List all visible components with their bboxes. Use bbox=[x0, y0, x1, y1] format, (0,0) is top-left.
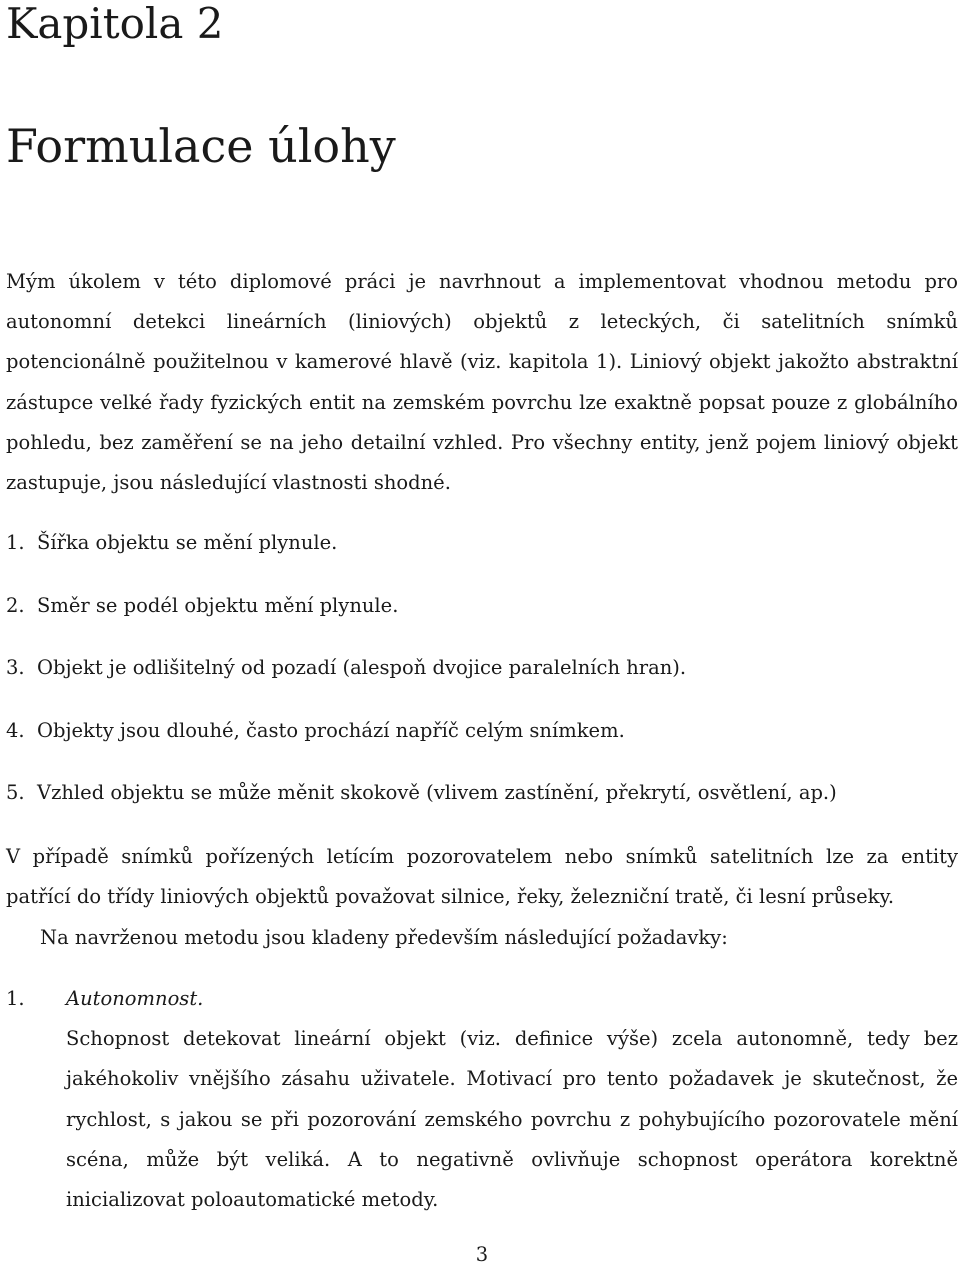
requirement-content bbox=[66, 979, 958, 1220]
requirement-description: Schopnost detekovat lineární objekt (viz. definice výše) zcela autonomně, tedy bez jakéhokoliv vnějšího zásahu uživatele. Motivací pro tento požadavek je skutečnost, že rychlost, s jakou se při pozorování zemského povrchu z pohybujícího pozorovatele mění scéna, může být veliká. A to negativně ovlivňuje schopnost operátora korektně inicializovat poloautomatické metody. bbox=[66, 1027, 958, 1212]
list-item bbox=[6, 711, 958, 751]
list-item bbox=[6, 979, 958, 1220]
list-item bbox=[6, 523, 958, 563]
list-item bbox=[6, 586, 958, 626]
requirement-term: Autonomnost. bbox=[66, 987, 204, 1010]
document-page bbox=[6, 0, 958, 1273]
chapter-label: Kapitola 2 bbox=[6, 0, 224, 48]
list-item-text: Objekty jsou dlouhé, často prochází napříč celým snímkem. bbox=[37, 718, 625, 742]
requirements-intro: Na navrženou metodu jsou kladeny především následující požadavky: bbox=[40, 926, 728, 949]
list-item-number: 5. bbox=[6, 781, 25, 805]
properties-list bbox=[6, 523, 958, 836]
requirements-list bbox=[6, 979, 958, 1220]
examples-paragraph: V případě snímků pořízených letícím pozorovatelem nebo snímků satelitních lze za entity patřící do třídy liniových objektů považovat silnice, řeky, železniční tratě, či lesní průseky. bbox=[6, 845, 958, 909]
list-item-text: Objekt je odlišitelný od pozadí (alespoň dvojice paralelních hran). bbox=[37, 656, 687, 680]
list-item-text: Vzhled objektu se může měnit skokově (vlivem zastínění, překrytí, osvětlení, ap.) bbox=[37, 781, 837, 805]
chapter-title: Formulace úlohy bbox=[6, 119, 396, 173]
list-item-number: 2. bbox=[6, 593, 25, 617]
list-item-number: 1. bbox=[6, 531, 25, 554]
list-item bbox=[6, 773, 958, 813]
list-item-number: 3. bbox=[6, 656, 25, 680]
list-item bbox=[6, 648, 958, 688]
intro-paragraph: Mým úkolem v této diplomové práci je navrhnout a implementovat vhodnou metodu pro autonomní detekci lineárních (liniových) objektů z leteckých, či satelitních snímků potencionálně použitelnou v kamerové hlavě (viz. kapitola 1). Liniový objekt jakožto abstraktní zástupce velké řady fyzických entit na zemském povrchu lze exaktně popsat pouze z globálního pohledu, bez zaměření se na jeho detailní vzhled. Pro všechny entity, jenž pojem liniový objekt zastupuje, jsou následující vlastnosti shodné. bbox=[6, 270, 958, 495]
page-number: 3 bbox=[475, 1243, 489, 1266]
list-item-number: 4. bbox=[6, 718, 25, 742]
list-item-number: 1. bbox=[6, 987, 25, 1010]
list-item-text: Šířka objektu se mění plynule. bbox=[37, 531, 338, 554]
list-item-text: Směr se podél objektu mění plynule. bbox=[37, 593, 399, 617]
